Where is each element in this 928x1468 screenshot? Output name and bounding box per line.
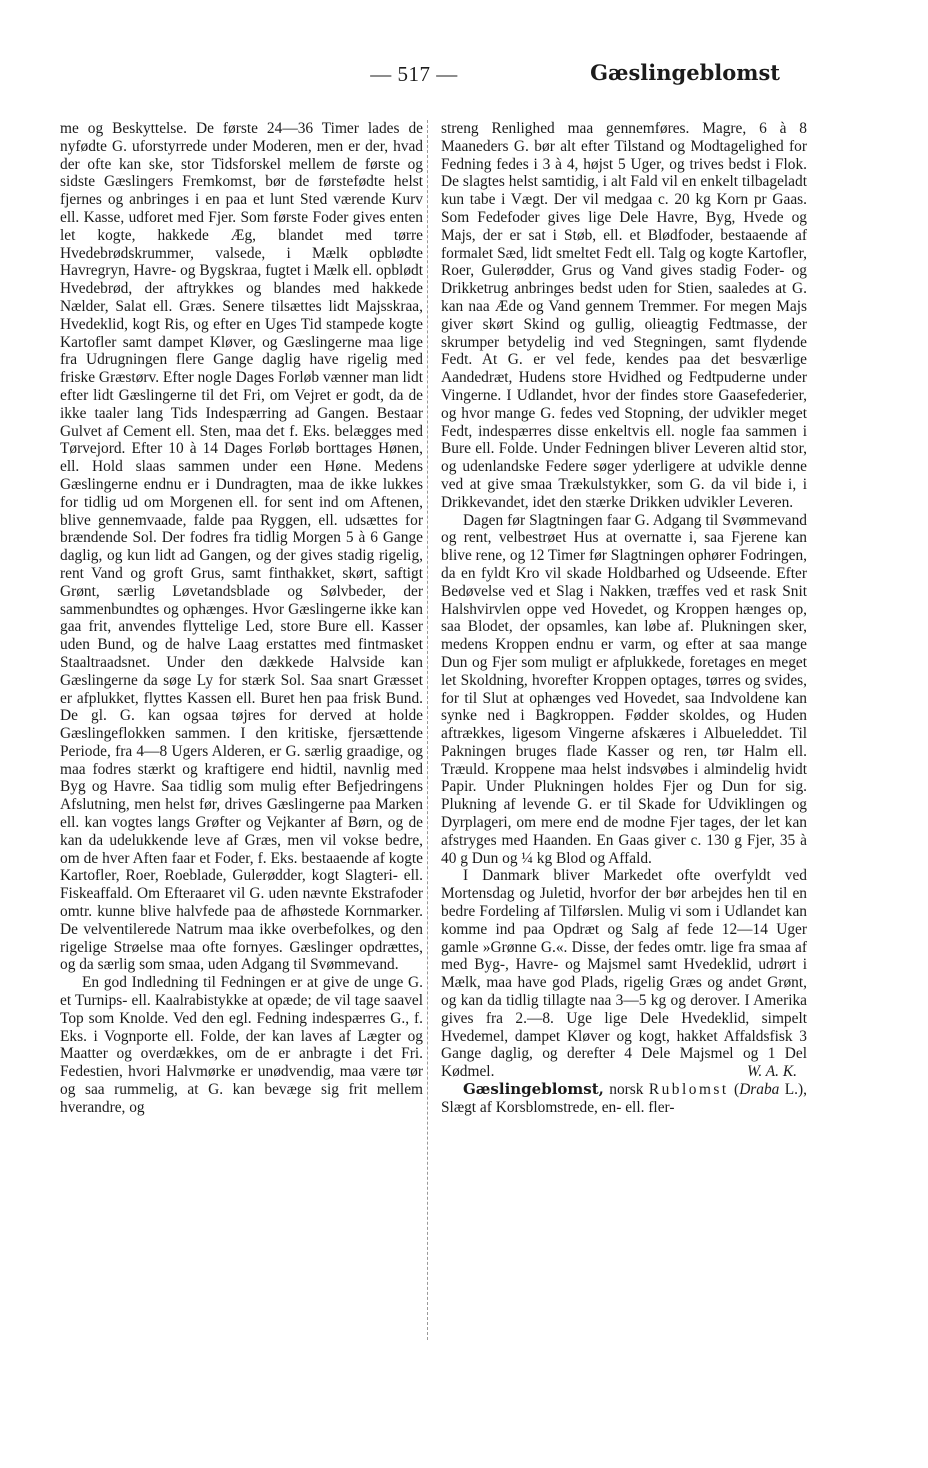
entry-text: L.), Slægt af Korsblomstrede, en- ell. fler- xyxy=(441,1081,807,1116)
entry-headword: Gæslingeblomst, xyxy=(463,1080,604,1099)
running-head: Gæslingeblomst xyxy=(590,60,780,85)
entry-spaced-word: Rublomst xyxy=(648,1081,729,1099)
paragraph: streng Renlighed maa gennemføres. Magre, 6 à 8 Maaneders G. bør alt efter Tilstand og Modtagelighed for Fedning fedes i 3 à 4, højst 5 Uger, og trives bedst i Flok. De slagtes helst samtidig, i alt Fald vil en enkelt tilbageladt kun tabe i Vægt. Der vil medgaa c. 20 kg Korn pr Gaas. Som Fedefoder gives lige Dele Havre, Byg, Hvede og Majs, der er sat i Støb, ell. et Blødfoder, bestaaende af formalet Sæd, lidt smeltet Fedt ell. Talg og kogte Kartofler, Roer, Gulerødder, Grus og Vand gives stadig Foder- og Drikketrug anbringes bedst uden for Stien, saaledes at G. kan naa Æde og Vand gennem Tremmer. For megen Majs giver skørt Skind og gullig, olieagtig Fedtmasse, der skrumper betydelig ind ved Stegningen, samt flydende Fedt. At G. er vel fede, kendes paa det besværlige Aandedræt, Hudens store Hvidhed og Fedtpuderne under Vingerne. I Udlandet, hvor der findes store Gaasefederier, og hvor mange G. fedes ved Stopning, der udvikler meget Fedt, indespærres disse enkeltvis ell. nogle faa sammen i Bure ell. Folde. Under Fedningen bliver Leveren altid stor, og udenlandske Federe søger yderligere at udvikle denne ved at give smaa Trækulstykker, som G. da vil bide i, i Drikkevandet, idet den stærke Drikken udvikler Leveren. xyxy=(441,120,807,511)
author-signature: W. A. K. xyxy=(746,1063,797,1081)
column-divider xyxy=(427,120,428,1340)
paragraph xyxy=(441,867,807,1081)
entry-text: norsk xyxy=(603,1081,649,1099)
paragraph: Dagen før Slagtningen faar G. Adgang til Svømmevand og rent, velbestrøet Hus at overnatte i, saa Fjerene kan blive rene, og 12 Timer før Slagtningen ophører Fodringen, da en fyldt Kro vil skade Holdbarhed og Udseende. Efter Bedøvelse ved et Slag i Nakken, træffes ved et rask Snit Halshvirvlen oppe ved Hovedet, og Kroppen hænges op, saa Blodet, der opsamles, kan løbe af. Plukningen sker, medens Kroppen endnu er varm, og efter at saa mange Dun og Fjer som muligt er afplukkede, foretages en meget let Skoldning, hvorefter Kroppen optages, tørres og svides, for til Slut at ophænges ved Hovedet, saa Indvoldene kan synke ned i Bagkroppen. Fødder skoldes, og Huden aftrækkes, ligesom Vingerne afskæres i Albueleddet. Til Pakningen bruges flade Kasser og ren, tør Halm ell. Træuld. Kroppene maa helst indsvøbes i almindelig hvidt Papir. Under Plukningen holdes Fjer og Dun for sig. Plukning af levende G. er til Skade for Udviklingen og Dyrplageri, om mere end de modne Fjer tages, der let kan afstryges med Haanden. En Gaas giver c. 130 g Fjer, 35 à 40 g Dun og ¼ kg Blod og Affald. xyxy=(441,511,807,867)
paragraph: En god Indledning til Fedningen er at give de unge G. et Turnips- ell. Kaalrabistykke at opæde; de vil tage saavel Top som Knolde. Ved den egl. Fedning indespærres G., f. Eks. i Vognporte ell. Folde, der kan laves af Lægter og Maatter og overdækkes, om de er anbragte i det Fri. Fedestien, hvori Halvmørke er unødvendig, maa være tør og saa rummelig, at G. kan bevæge sig frit mellem hverandre, og xyxy=(60,974,423,1116)
page-number: — 517 — xyxy=(370,62,458,86)
paragraph-text: I Danmark bliver Markedet ofte overfyldt ved Mortensdag og Juletid, hvorfor der bør arbejdes hen til en bedre Fordeling af Tilførslen. Mulig vi som i Udlandet kan komme ind paa Opdræt og Salg af fede 12—14 Uger gamle »Grønne G.«. Disse, der fedes omtr. lige fra smaa af med Byg-, Havre- og Majsmel samt Hvedeklid, udrørt i Mælk, maa have god Plads, rigelig Græs og andet Grønt, og kan da tidlig tillagte naa 3—5 kg og derover. I Amerika gives fra 2.—8. Uge lige Dele Hvedeklid, simpelt Hvedemel, dampet Kløver og kogt, hakket Affaldsfisk 3 Gange daglig, og derefter 4 Dele Majsmel og 1 Del Kødmel. xyxy=(441,867,807,1081)
left-column xyxy=(60,120,423,1117)
right-column xyxy=(441,120,807,1117)
dictionary-entry xyxy=(441,1081,807,1117)
paragraph: me og Beskyttelse. De første 24—36 Timer lades de nyfødte G. uforstyrrede under Moderen, men er der, hvad der ofte kan ske, stor Tidsforskel mellem de første og sidste Gæslingers Fremkomst, bør de førstefødte helst fjernes og anbringes i en paa et lunt Sted værende Kurv ell. Kasse, udforet med Fjer. Som første Foder gives enten let kogte, hakkede Æg, blandet med tørre Hvedebrødskrummer, valsede, i Mælk opblødte Havregryn, Havre- og Bygskraa, fugtet i Mælk ell. opblødt Hvedebrød, der aftrykkes og blandes med hakkede Nælder, Salat ell. Græs. Senere tilsættes lidt Majsskraa, Hvedeklid, kogt Ris, og efter en Uges Tid stampede kogte Kartofler samt dampet Kløver, og Gæslingerne maa lige fra Udrugningen flere Gange daglig have rigelig med friske Græstørv. Efter nogle Dages Forløb vænner man lidt efter lidt Gæslingerne til det Fri, om Vejret er godt, da de ikke taaler lang Tids Indespærring ad Gangen. Bestaar Gulvet af Cement ell. Sten, maa det f. Eks. belægges med Tørvejord. Efter 10 à 14 Dages Forløb borttages Hønen, ell. Hold slaas sammen under een Høne. Medens Gæslingerne endnu er i Dundragten, maa de ikke lukkes for tidlig ud om Morgenen ell. for sent ind om Aftenen, blive gennemvaade, falde paa Ryggen, ell. udsættes for brændende Sol. Der fodres fra tidlig Morgen 5 à 6 Gange daglig, og kun lidt ad Gangen, og der gives stadig rigelig, rent Vand og groft Grus, samt finthakket, skørt, saftigt Grønt, særlig Løvetandsblade og Sølvbeder, der sammenbundtes og ophænges. Hvor Gæslingerne ikke kan gaa frit, anvendes flyttelige Led, store Bure ell. Kasser uden Bund, og de halve Laag erstattes med fintmasket Staaltraadsnet. Under den dækkede Halvside kan Gæslingerne da søge Ly for stærk Sol. Saa snart Græsset er afplukket, flyttes Kassen ell. Buret hen paa frisk Bund. De gl. G. kan ogsaa tøjres for derved at holde Gæslingeflokken sammen. I den kritiske, fjersættende Periode, fra 4—8 Ugers Alderen, er G. særlig graadige, og maa fodres stærkt og kraftigere end hidtil, navnlig med Byg og Havre. Saa tidlig som mulig efter Befjedringens Afslutning, men helst før, drives Gæslingerne paa Marken ell. kan vogtes langs Grøfter og Vejkanter af Børn, og de kan da udelukkende leve af Græs, men vil vokse bedre, om de hver Aften faar et Foder, f. Eks. bestaaende af kogte Kartofler, Roer, Roeblade, Gulerødder, kogt Slagteri- ell. Fiskeaffald. Om Efteraaret vil G. uden nævnte Ekstrafoder omtr. kunne blive halvfede paa de afhøstede Kornmarker. De velventilerede Natrum maa ikke overbefolkes, og den rigelige Strøelse maa ofte fornyes. Gæslinger opdrættes, og da særlig som smaa, uden Adgang til Svømmevand. xyxy=(60,120,423,974)
entry-text: ( xyxy=(728,1081,740,1099)
entry-latin-name: Draba xyxy=(739,1081,780,1099)
